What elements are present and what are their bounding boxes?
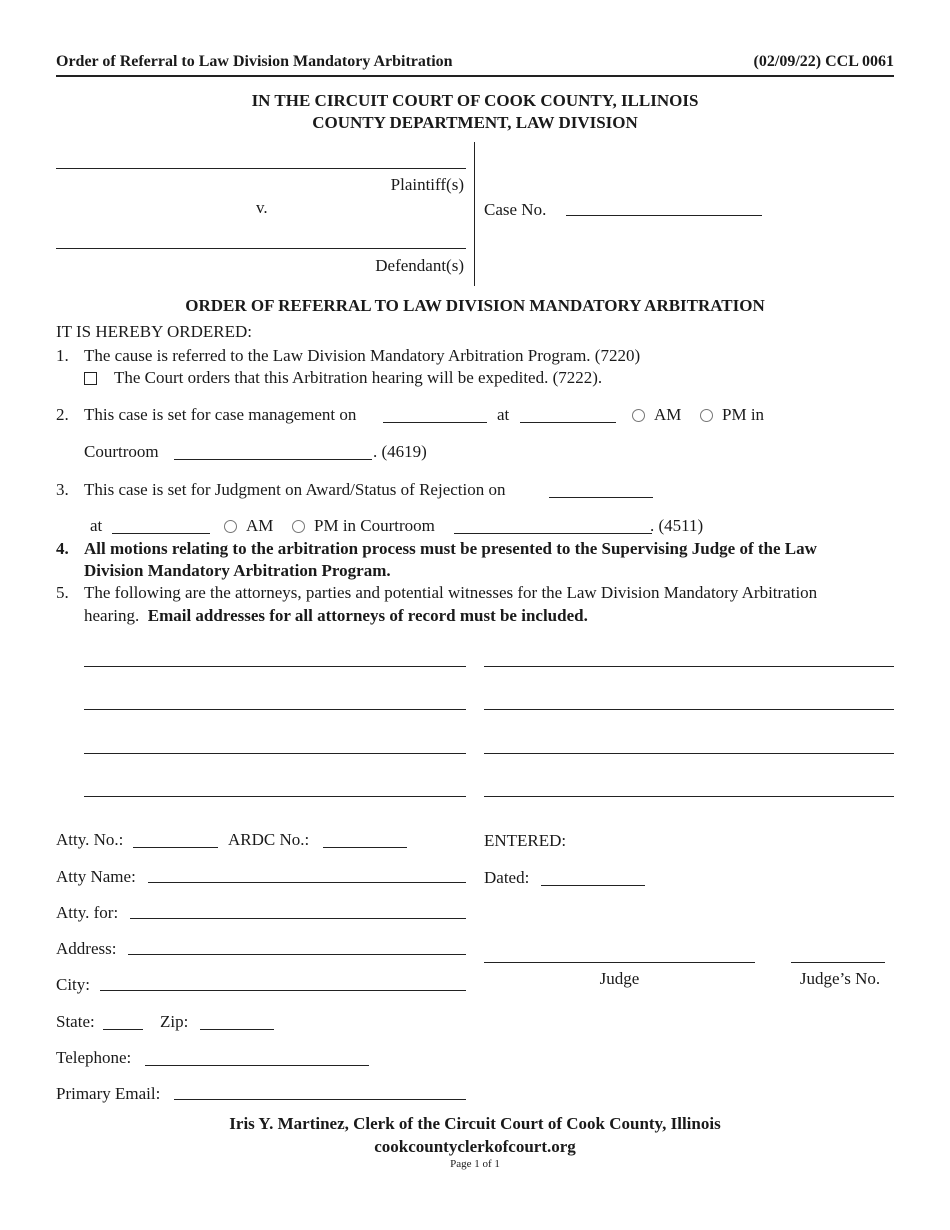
party-line-right-1[interactable]: [484, 646, 894, 667]
item3-pm-radio[interactable]: [292, 520, 305, 533]
party-line-right-2[interactable]: [484, 689, 894, 710]
item2-courtroom-field[interactable]: [174, 439, 372, 460]
atty-name-label: Atty Name:: [56, 867, 136, 886]
item3-am-label: AM: [246, 516, 274, 535]
primary-email-label: Primary Email:: [56, 1084, 161, 1103]
item4-line2: Division Mandatory Arbitration Program.: [84, 561, 391, 580]
item4-line1: All motions relating to the arbitration process must be presented to the Supervising Judge of the Law: [84, 539, 817, 558]
item2-pm-label: PM in: [722, 405, 765, 424]
city-field[interactable]: [100, 970, 466, 991]
zip-label: Zip:: [160, 1012, 189, 1031]
plaintiff-field[interactable]: [56, 148, 466, 169]
item5-line2-start: hearing.: [84, 606, 140, 625]
atty-for-label: Atty. for:: [56, 903, 119, 922]
judgment-time-field[interactable]: [112, 513, 210, 534]
item2-am-radio[interactable]: [632, 409, 645, 422]
court-department: COUNTY DEPARTMENT, LAW DIVISION: [312, 113, 638, 132]
atty-for-field[interactable]: [130, 898, 466, 919]
page-number: Page 1 of 1: [450, 1158, 500, 1170]
item3-code: . (4511): [650, 516, 704, 535]
party-line-left-1[interactable]: [84, 646, 466, 667]
atty-name-field[interactable]: [148, 862, 466, 883]
dated-label: Dated:: [484, 868, 530, 887]
item3-courtroom-field[interactable]: [454, 513, 652, 534]
item5-number: 5.: [56, 583, 69, 602]
party-line-left-3[interactable]: [84, 733, 466, 754]
item3-number: 3.: [56, 480, 69, 499]
defendant-label: Defendant(s): [375, 256, 464, 275]
party-line-right-3[interactable]: [484, 733, 894, 754]
atty-no-field[interactable]: [133, 827, 218, 848]
entered-label: ENTERED:: [484, 831, 567, 850]
item5-line2-bold: Email addresses for all attorneys of record must be included.: [147, 606, 588, 625]
item2-courtroom-label: Courtroom: [84, 442, 159, 461]
party-line-left-4[interactable]: [84, 776, 466, 797]
judge-label: Judge: [599, 969, 640, 988]
case-management-time-field[interactable]: [520, 402, 616, 423]
item2-pm-radio[interactable]: [700, 409, 713, 422]
item3-at-label: at: [90, 516, 103, 535]
item1-text: The cause is referred to the Law Division Mandatory Arbitration Program. (7220): [84, 346, 641, 365]
item3-am-radio[interactable]: [224, 520, 237, 533]
item1-number: 1.: [56, 346, 69, 365]
clerk-website[interactable]: cookcountyclerkofcourt.org: [374, 1137, 576, 1156]
case-management-date-field[interactable]: [383, 402, 487, 423]
item1-sub-text: The Court orders that this Arbitration hearing will be expedited. (7222).: [114, 368, 603, 387]
telephone-field[interactable]: [145, 1045, 369, 1066]
order-title: ORDER OF REFERRAL TO LAW DIVISION MANDATORY ARBITRATION: [185, 296, 765, 315]
caption-divider: [474, 142, 475, 286]
dated-field[interactable]: [541, 865, 645, 886]
item4-number: 4.: [56, 539, 69, 558]
item2-am-label: AM: [654, 405, 682, 424]
court-name: IN THE CIRCUIT COURT OF COOK COUNTY, ILLINOIS: [251, 91, 699, 110]
primary-email-field[interactable]: [174, 1079, 466, 1100]
order-intro: IT IS HEREBY ORDERED:: [56, 322, 252, 341]
ardc-no-label: ARDC No.:: [228, 830, 310, 849]
form-code: (02/09/22) CCL 0061: [753, 53, 894, 70]
party-line-right-4[interactable]: [484, 776, 894, 797]
judgment-date-field[interactable]: [549, 477, 653, 498]
atty-no-label: Atty. No.:: [56, 830, 124, 849]
item3-pm-label: PM in Courtroom: [314, 516, 435, 535]
address-label: Address:: [56, 939, 117, 958]
clerk-name: Iris Y. Martinez, Clerk of the Circuit Court of Cook County, Illinois: [229, 1114, 721, 1133]
item2-code: . (4619): [373, 442, 427, 461]
item2-at-label: at: [497, 405, 510, 424]
item5-line1: The following are the attorneys, parties and potential witnesses for the Law Division Mandatory Arbitration: [84, 583, 818, 602]
telephone-label: Telephone:: [56, 1048, 132, 1067]
party-line-left-2[interactable]: [84, 689, 466, 710]
judge-no-label: Judge’s No.: [799, 969, 881, 988]
plaintiff-label: Plaintiff(s): [390, 175, 464, 194]
state-label: State:: [56, 1012, 95, 1031]
address-field[interactable]: [128, 934, 466, 955]
item2-text: This case is set for case management on: [84, 405, 357, 424]
item3-text: This case is set for Judgment on Award/Status of Rejection on: [84, 480, 506, 499]
form-title: Order of Referral to Law Division Mandatory Arbitration: [56, 53, 453, 70]
case-no-label: Case No.: [484, 200, 547, 219]
case-no-field[interactable]: [566, 195, 762, 216]
ardc-no-field[interactable]: [323, 827, 407, 848]
city-label: City:: [56, 975, 91, 994]
state-field[interactable]: [103, 1009, 143, 1030]
defendant-field[interactable]: [56, 228, 466, 249]
judge-number-field[interactable]: [791, 942, 885, 963]
item2-number: 2.: [56, 405, 69, 424]
item5-line2: [84, 606, 588, 626]
expedite-checkbox[interactable]: [84, 372, 97, 385]
judge-signature-field[interactable]: [484, 942, 755, 963]
header-rule: [56, 75, 894, 77]
zip-field[interactable]: [200, 1009, 274, 1030]
versus-label: v.: [256, 198, 268, 217]
